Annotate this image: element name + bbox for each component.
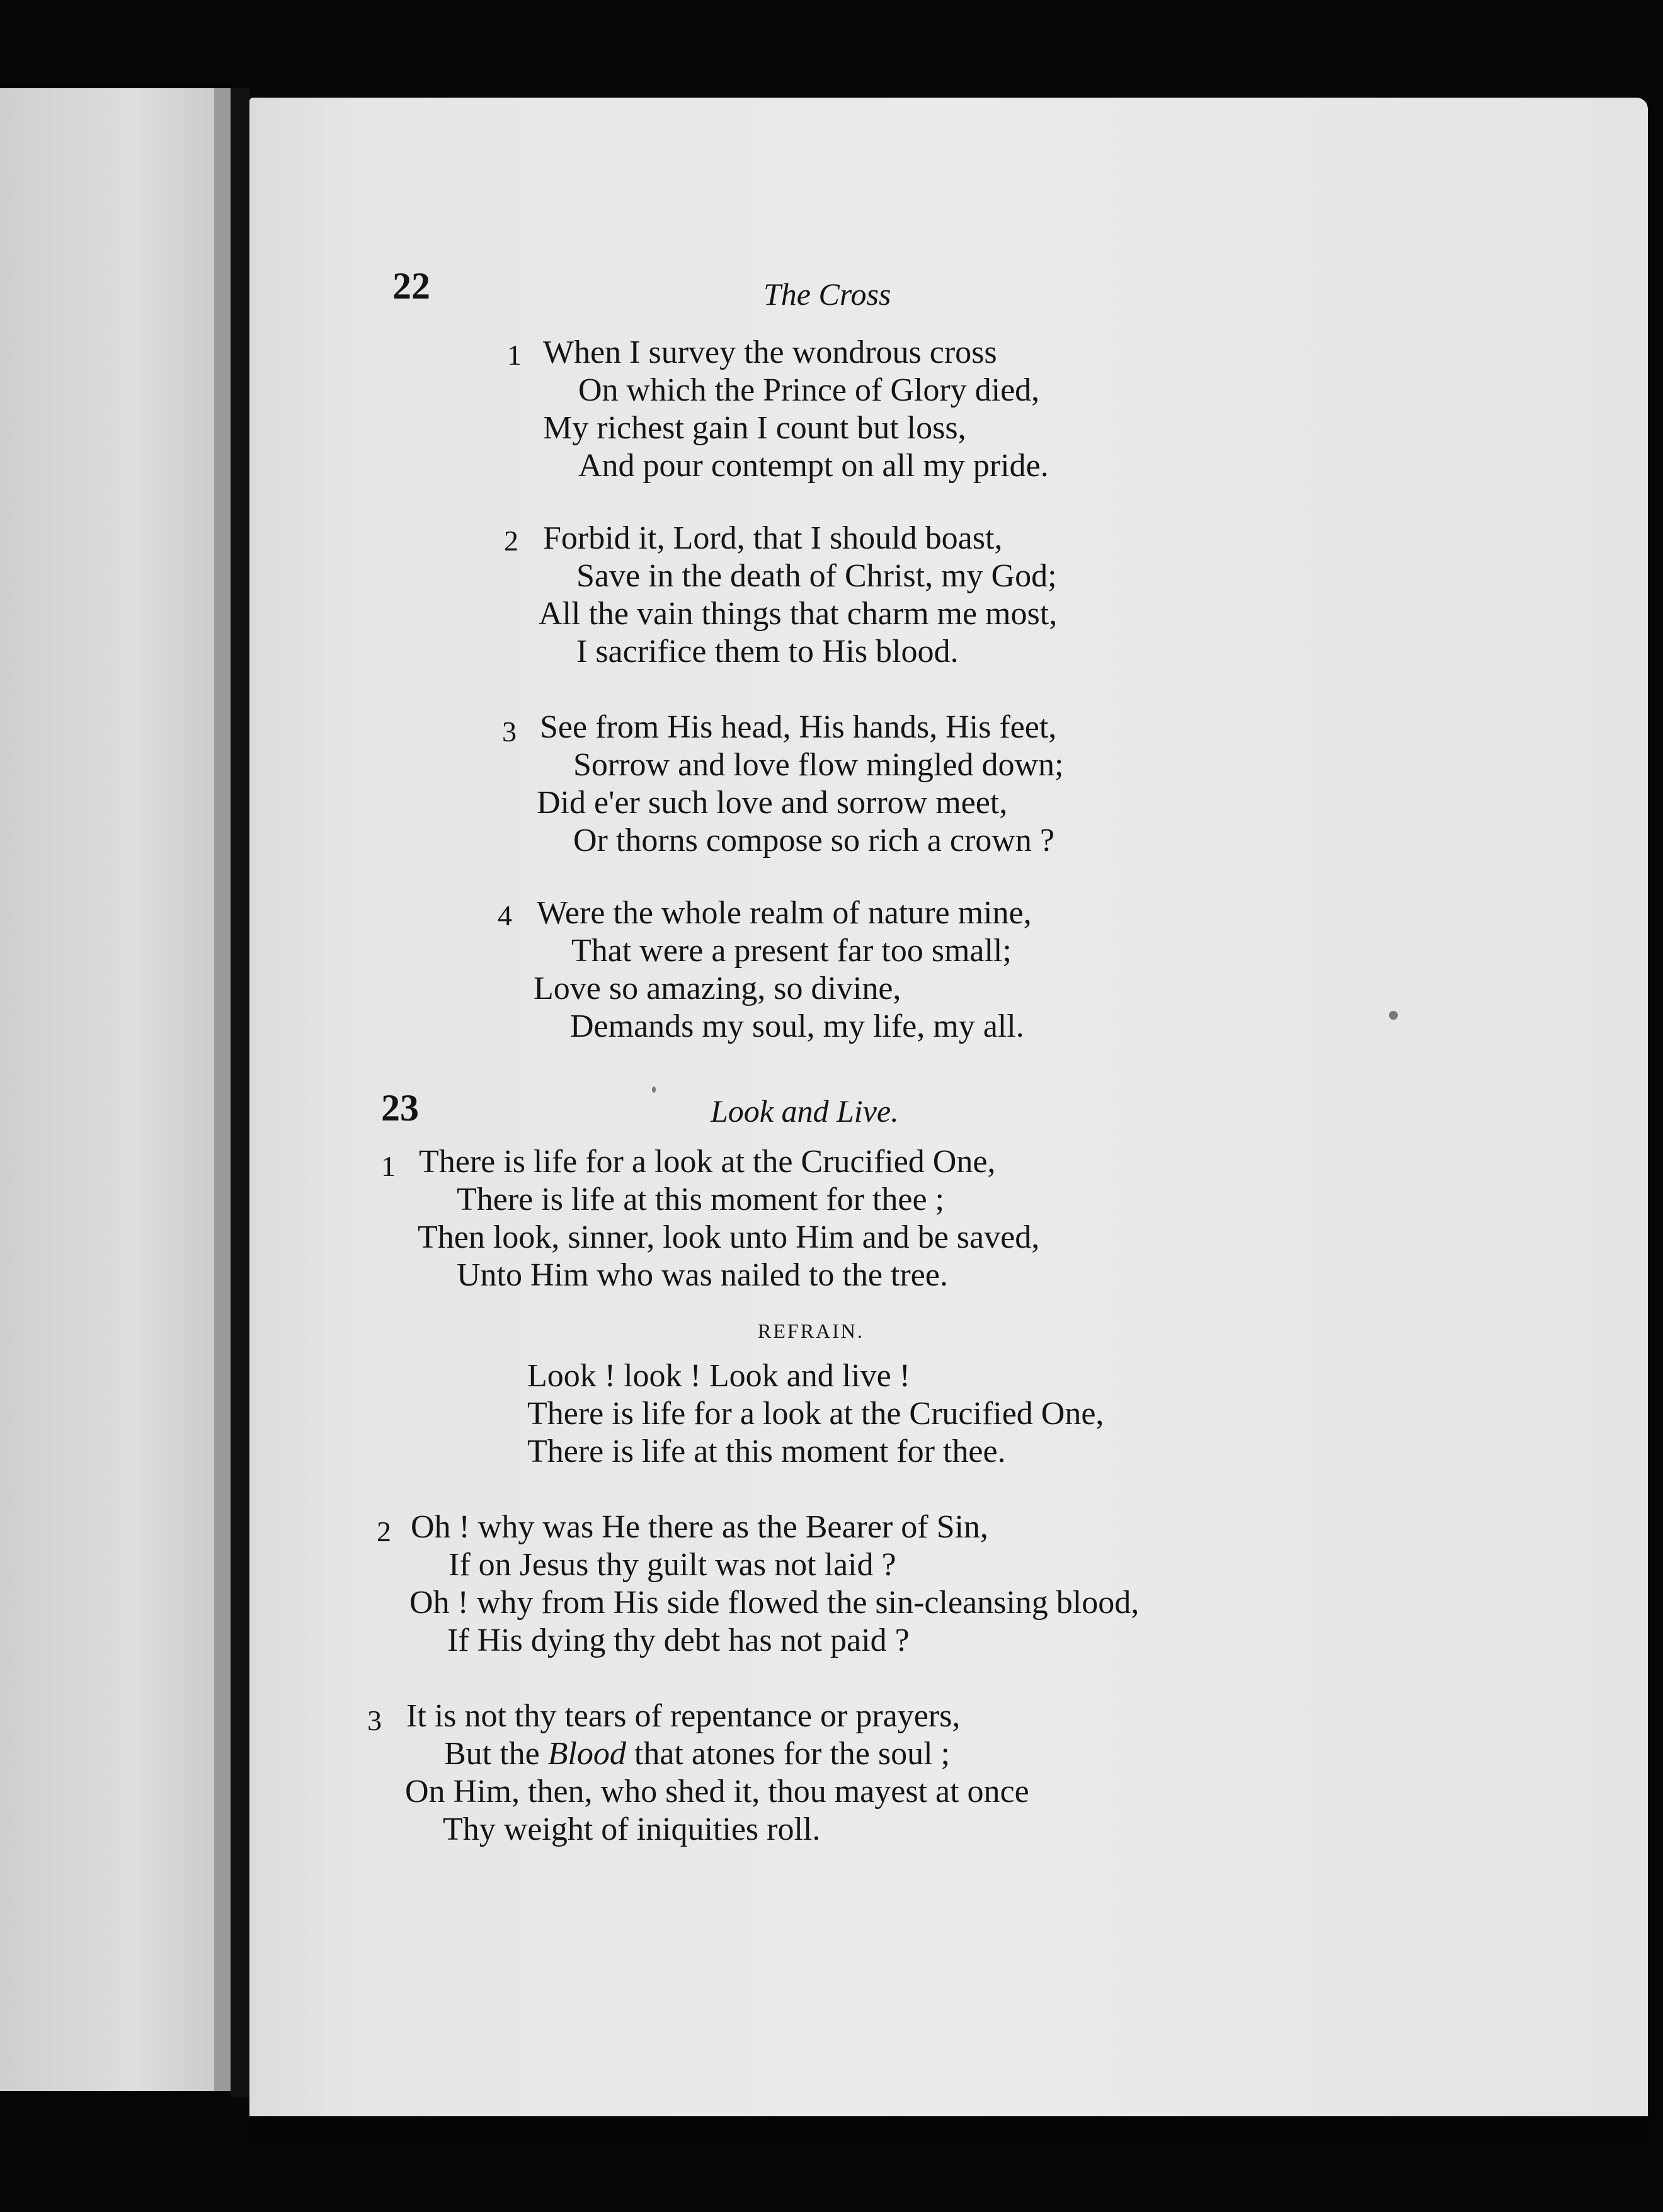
hymn-number: 22: [392, 265, 430, 307]
hymn-number: 23: [381, 1087, 419, 1129]
verse-line: All the vain things that charm me most,: [539, 596, 1058, 632]
verse-line: Unto Him who was nailed to the tree.: [457, 1257, 948, 1293]
verse-line: If His dying thy debt has not paid ?: [447, 1622, 910, 1658]
verse-number: 4: [498, 899, 512, 932]
verse-line: Oh ! why was He there as the Bearer of Sin,: [411, 1509, 988, 1545]
verse-line: On which the Prince of Glory died,: [578, 372, 1040, 408]
verse-line: On Him, then, who shed it, thou mayest at once: [405, 1774, 1029, 1810]
verse-number: 2: [377, 1515, 391, 1548]
refrain-heading: REFRAIN.: [758, 1320, 864, 1342]
page-edge: [214, 88, 231, 2091]
verse-line: There is life at this moment for thee ;: [457, 1182, 944, 1217]
verse-text: But the: [444, 1736, 548, 1772]
verse-line: I sacrifice them to His blood.: [576, 634, 959, 670]
speck: [652, 1086, 656, 1093]
hymn-title: Look and Live.: [711, 1093, 899, 1129]
book-gutter: [231, 88, 249, 2097]
left-page: [0, 88, 227, 2091]
refrain-line: There is life at this moment for thee.: [527, 1434, 1006, 1469]
speck: [1389, 1011, 1398, 1020]
verse-line: Sorrow and love flow mingled down;: [573, 747, 1064, 783]
verse-number: 1: [507, 339, 522, 371]
verse-line: That were a present far too small;: [571, 933, 1012, 969]
bottom-shadow: [249, 2116, 1648, 2141]
verse-line: Oh ! why from His side flowed the sin-cleansing blood,: [409, 1585, 1140, 1621]
verse-line: There is life for a look at the Crucified One,: [419, 1144, 996, 1180]
verse-line: Did e'er such love and sorrow meet,: [537, 785, 1008, 821]
verse-text: that atones for the soul ;: [626, 1736, 950, 1772]
verse-line: Or thorns compose so rich a crown ?: [573, 823, 1054, 858]
refrain-line: There is life for a look at the Crucified One,: [527, 1396, 1104, 1432]
verse-line: It is not thy tears of repentance or prayers,: [406, 1698, 961, 1734]
verse-line: Thy weight of iniquities roll.: [443, 1811, 821, 1847]
verse-line: Demands my soul, my life, my all.: [570, 1008, 1024, 1044]
verse-line: Save in the death of Christ, my God;: [576, 558, 1057, 594]
hymn-title: The Cross: [763, 276, 891, 312]
verse-line: And pour contempt on all my pride.: [578, 448, 1049, 484]
refrain-line: Look ! look ! Look and live !: [527, 1358, 910, 1394]
verse-line: Then look, sinner, look unto Him and be saved,: [418, 1219, 1040, 1255]
verse-line: My richest gain I count but loss,: [543, 410, 966, 446]
verse-number: 1: [381, 1150, 396, 1182]
verse-line: If on Jesus thy guilt was not laid ?: [449, 1547, 896, 1583]
verse-number: 3: [367, 1704, 382, 1736]
verse-line: Forbid it, Lord, that I should boast,: [543, 520, 1003, 556]
verse-line: Love so amazing, so divine,: [534, 971, 901, 1006]
verse-line: Were the whole realm of nature mine,: [537, 895, 1032, 931]
verse-number: 2: [504, 525, 518, 557]
emphasis-word: Blood: [547, 1736, 626, 1772]
verse-line: See from His head, His hands, His feet,: [540, 709, 1057, 745]
verse-number: 3: [502, 715, 517, 748]
verse-line: [444, 1735, 950, 1772]
verse-line: When I survey the wondrous cross: [543, 334, 997, 370]
